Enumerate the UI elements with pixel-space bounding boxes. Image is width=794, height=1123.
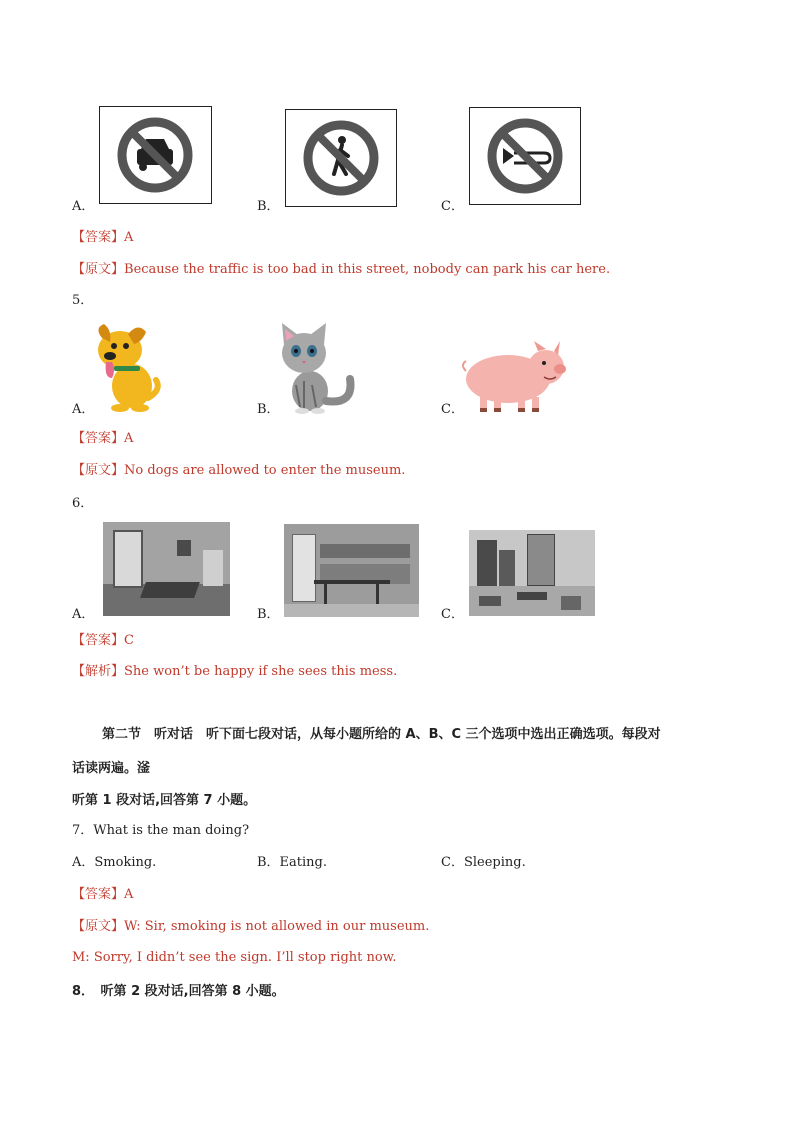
q4-option-b: B． — [257, 199, 280, 214]
cat-icon — [276, 321, 358, 415]
q6-number: 6． — [72, 496, 94, 511]
q7-script-line-2: M: Sorry, I didn’t see the sign. I’ll stop right now. — [72, 950, 397, 965]
q5-option-c: C． — [441, 402, 464, 417]
answer-value: A — [124, 431, 134, 446]
dog-icon — [92, 320, 164, 414]
no-parking-sign — [99, 106, 212, 204]
q4-option-a: A． — [72, 199, 95, 214]
q4-script — [72, 262, 610, 278]
q7-question: 7．What is the man doing? — [72, 823, 250, 838]
q7-option-c: C．Sleeping. — [441, 855, 526, 870]
q7-option-b: B．Eating. — [257, 855, 328, 870]
script-label: 【原文】 — [72, 262, 125, 277]
answer-value: A — [124, 887, 134, 902]
section2-heading-line1: 第二节 听对话 听下面七段对话，从每小题所给的 A、B、C 三个选项中选出正确选项。每段对 — [102, 727, 661, 742]
script-text: No dogs are allowed to enter the museum. — [124, 463, 406, 478]
no-horn-sign — [469, 107, 581, 205]
section2-heading-line2: 话读两遍。滏 — [72, 761, 151, 776]
q7-answer — [72, 887, 133, 903]
dialogue-1-instruction: 听第 1 段对话,回答第 7 小题。 — [72, 793, 257, 808]
script-label: 【原文】 — [72, 463, 125, 478]
q7-option-a: A．Smoking. — [72, 855, 157, 870]
messy-room-photo — [469, 530, 595, 616]
no-pedestrians-sign-icon — [286, 110, 396, 205]
answer-label: 【答案】 — [72, 633, 125, 648]
answer-label: 【答案】 — [72, 230, 125, 245]
answer-label: 【答案】 — [72, 431, 125, 446]
answer-value: A — [124, 230, 134, 245]
q7-script — [72, 919, 429, 935]
q5-number: 5． — [72, 293, 94, 308]
analysis-text: She won’t be happy if she sees this mess. — [124, 664, 398, 679]
q6-option-c: C． — [441, 607, 464, 622]
q6-answer — [72, 633, 134, 649]
q6-option-a: A． — [72, 607, 95, 622]
answer-value: C — [124, 633, 134, 648]
q5-answer — [72, 431, 133, 447]
q4-answer — [72, 230, 133, 246]
kitchen-photo — [284, 524, 419, 617]
q5-script — [72, 463, 405, 479]
analysis-label: 【解析】 — [72, 664, 125, 679]
q8-instruction: 8． 听第 2 段对话,回答第 8 小题。 — [72, 984, 285, 999]
no-horn-sign-icon — [470, 108, 580, 203]
script-label: 【原文】 — [72, 919, 125, 934]
q6-option-b: B． — [257, 607, 280, 622]
script-line-1: W: Sir, smoking is not allowed in our museum. — [124, 919, 430, 934]
script-text: Because the traffic is too bad in this street, nobody can park his car here. — [124, 262, 611, 277]
pig-icon — [462, 341, 568, 413]
no-parking-sign-icon — [100, 107, 210, 202]
q5-option-b: B． — [257, 402, 280, 417]
bedroom-photo — [103, 522, 230, 616]
answer-label: 【答案】 — [72, 887, 125, 902]
q6-analysis — [72, 664, 397, 680]
q5-option-a: A． — [72, 402, 95, 417]
no-pedestrians-sign — [285, 109, 397, 207]
q4-option-c: C． — [441, 199, 464, 214]
